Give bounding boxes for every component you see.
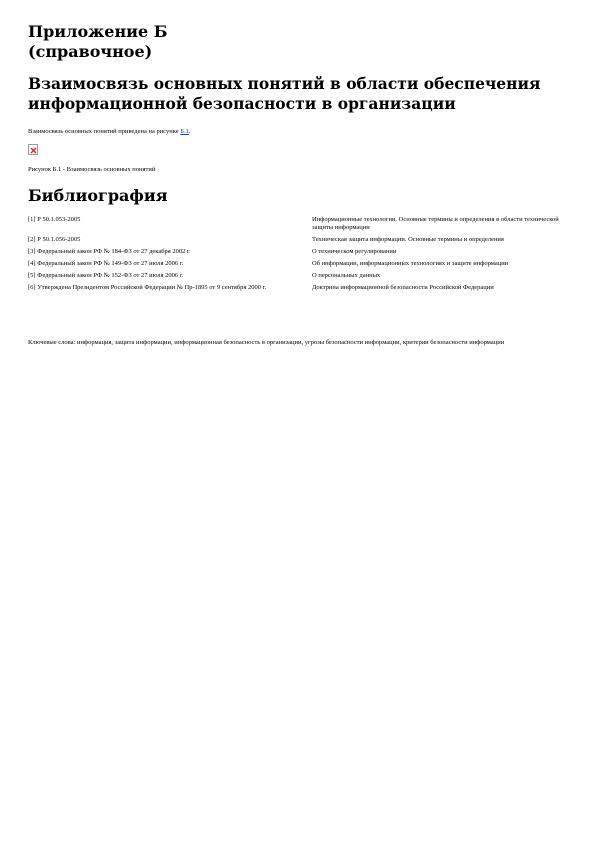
document-page bbox=[28, 22, 568, 347]
figure-caption: Рисунок Б.1 - Взаимосвязь основных понятий bbox=[28, 166, 156, 173]
bibliography-ref: [1] Р 50.1.053-2005 bbox=[28, 216, 81, 223]
bibliography-table bbox=[28, 216, 566, 296]
table-row bbox=[28, 260, 566, 272]
table-row bbox=[28, 284, 566, 296]
bibliography-desc: Техническая защита информации. Основные термины и определения bbox=[312, 236, 504, 243]
figure-link[interactable]: Б.1 bbox=[180, 128, 189, 135]
table-row bbox=[28, 236, 566, 248]
bibliography-ref: [5] Федеральный закон РФ № 152-ФЗ от 27 июля 2006 г. bbox=[28, 272, 184, 279]
keywords: Ключевые слова: информация, защита информации, информационная безопасность в организации, угрозы безопасности информации, критерии безопасности информации bbox=[28, 339, 505, 346]
bibliography-ref: [3] Федеральный закон РФ № 184-ФЗ от 27 декабря 2002 г. bbox=[28, 248, 191, 255]
bibliography-ref: [6] Утверждена Президентом Российской Федерации № Пр-1895 от 9 сентября 2000 г. bbox=[28, 284, 267, 291]
bibliography-title: Библиография bbox=[28, 186, 168, 205]
table-row bbox=[28, 216, 566, 236]
intro-text-end: . bbox=[188, 128, 191, 135]
bibliography-desc: Об информации, информационных технологиях и защите информации bbox=[312, 260, 509, 267]
appendix-title-line1: Приложение Б bbox=[28, 22, 168, 41]
appendix-title-line2: (справочное) bbox=[28, 42, 153, 61]
section-title bbox=[28, 74, 568, 114]
bibliography-ref: [4] Федеральный закон РФ № 149-ФЗ от 27 июля 2006 г. bbox=[28, 260, 184, 267]
table-row bbox=[28, 248, 566, 260]
intro-text: Взаимосвязь основных понятий приведена на рисунке bbox=[28, 128, 181, 135]
section-title-line1: Взаимосвязь основных понятий в области обеспечения bbox=[28, 74, 541, 93]
appendix-title bbox=[28, 22, 568, 62]
bibliography-desc: Доктрина информационной безопасности Российской Федерации bbox=[312, 284, 494, 291]
table-row bbox=[28, 272, 566, 284]
broken-image-icon bbox=[28, 144, 38, 155]
bibliography-desc: О техническом регулировании bbox=[312, 248, 397, 255]
intro-paragraph bbox=[28, 128, 568, 136]
bibliography-desc: О персональных данных bbox=[312, 272, 381, 279]
bibliography-ref: [2] Р 50.1.056-2005 bbox=[28, 236, 81, 243]
section-title-line2: информационной безопасности в организации bbox=[28, 94, 456, 113]
bibliography-desc: Информационные технологии. Основные термины и определения в области технической защиты информации bbox=[312, 216, 559, 231]
